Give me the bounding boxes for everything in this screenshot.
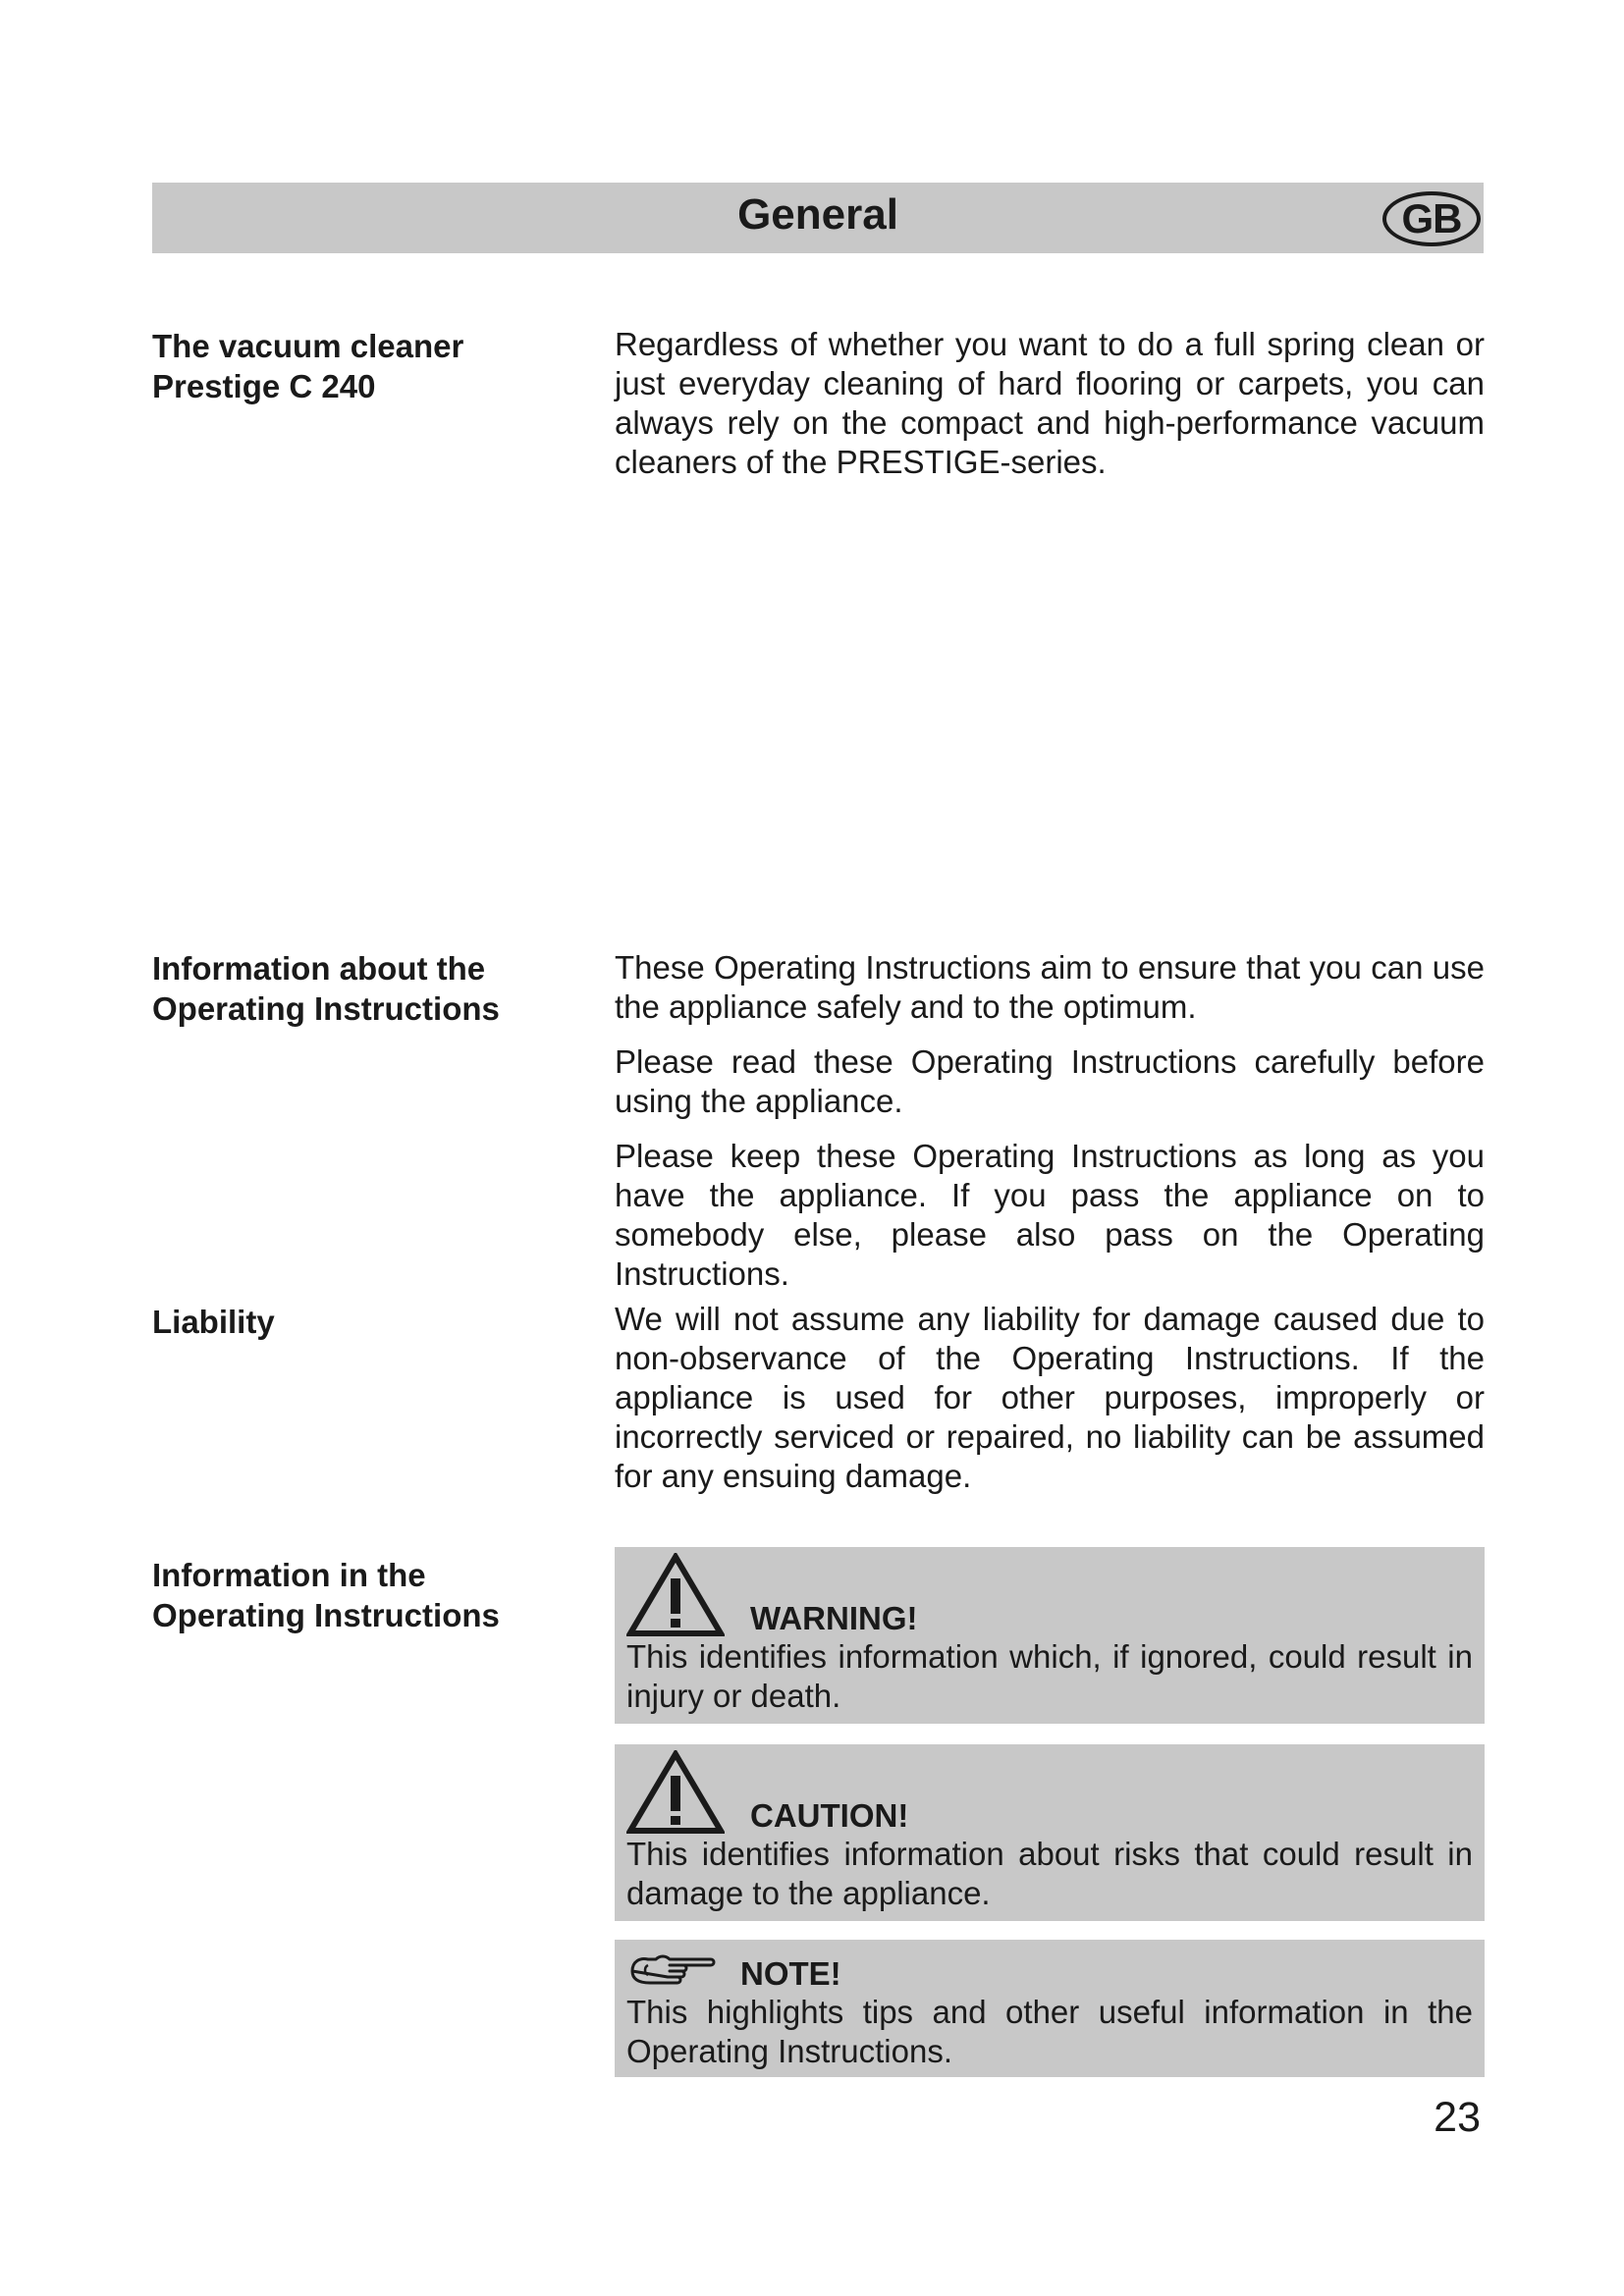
notice-header (626, 1547, 1473, 1637)
caution-notice (615, 1744, 1485, 1921)
section-label-vacuum (152, 326, 584, 406)
header-bar (152, 183, 1484, 253)
notice-text: This identifies information which, if ignored, could result in injury or death. (626, 1638, 1473, 1714)
section-label-info-in (152, 1555, 584, 1635)
section-body-vacuum (615, 325, 1485, 500)
paragraph: Regardless of whether you want to do a full spring clean or just everyday cleaning of hard flooring or carpets, you can always rely on the compact and high-performance vacuum cleaners of the PRESTIGE-series. (615, 326, 1485, 480)
section-label-info-about (152, 948, 584, 1029)
section-label-line: Operating Instructions (152, 990, 500, 1027)
paragraph: These Operating Instructions aim to ensure that you can use the appliance safely and to the optimum. (615, 949, 1485, 1025)
warning-triangle-icon (626, 1553, 725, 1637)
paragraph: Please keep these Operating Instructions as long as you have the appliance. If you pass the appliance on to somebody else, please also pass on the Operating Instructions. (615, 1138, 1485, 1292)
notice-header (626, 1944, 1473, 1993)
note-notice (615, 1940, 1485, 2077)
section-label-line: The vacuum cleaner (152, 328, 464, 364)
section-label-line: Information in the (152, 1557, 426, 1593)
notice-text: This identifies information about risks that could result in damage to the appliance. (626, 1836, 1473, 1911)
paragraph: We will not assume any liability for damage caused due to non-observance of the Operating Instructions. If the appliance is used for other purposes, improperly or incorrectly serviced or repaired, no liability can be assumed for any ensuing damage. (615, 1301, 1485, 1494)
section-body-info-about (615, 948, 1485, 1311)
pointing-hand-icon (626, 1949, 717, 1993)
section-label-liability (152, 1302, 584, 1342)
notice-label: CAUTION! (750, 1797, 909, 1834)
warning-triangle-icon (626, 1750, 725, 1835)
notice-label: NOTE! (740, 1955, 841, 1992)
paragraph: Please read these Operating Instructions carefully before using the appliance. (615, 1043, 1485, 1119)
page-title: General (737, 190, 898, 239)
notice-header (626, 1744, 1473, 1835)
section-label-line: Prestige C 240 (152, 368, 376, 404)
page-number: 23 (1434, 2094, 1481, 2141)
country-badge: GB (1382, 191, 1481, 246)
warning-notice (615, 1547, 1485, 1724)
section-label-line: Liability (152, 1304, 275, 1340)
notice-label: WARNING! (750, 1600, 918, 1636)
section-body-liability (615, 1300, 1485, 1514)
section-label-line: Operating Instructions (152, 1597, 500, 1633)
section-label-line: Information about the (152, 950, 486, 987)
notice-text: This highlights tips and other useful information in the Operating Instructions. (626, 1994, 1473, 2069)
